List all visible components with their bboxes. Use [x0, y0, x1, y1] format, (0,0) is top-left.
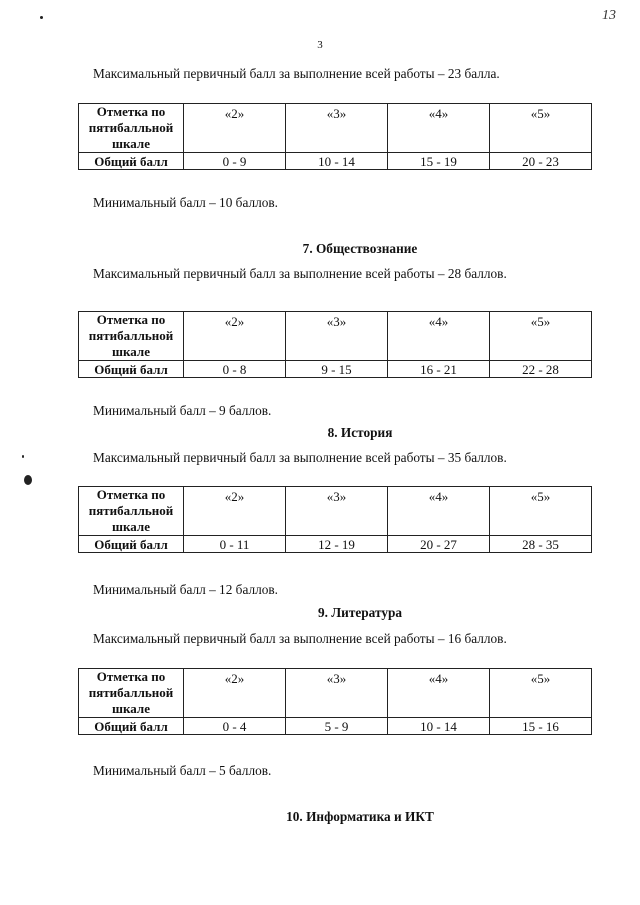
score-range-cell: 9 - 15 — [286, 361, 388, 378]
grade-table — [78, 486, 592, 553]
score-range-cell: 28 - 35 — [490, 536, 592, 553]
score-range-cell: 15 - 19 — [388, 153, 490, 170]
score-range-cell: 16 - 21 — [388, 361, 490, 378]
min-score-text: Минимальный балл – 5 баллов. — [93, 763, 272, 778]
section-heading: 8. История — [327, 425, 393, 440]
max-score-text: Максимальный первичный балл за выполнение всей работы – 23 балла. — [93, 66, 500, 81]
section-heading: 10. Информатика и ИКТ — [286, 809, 434, 824]
score-range-cell: 10 - 14 — [388, 718, 490, 735]
grade-table — [78, 103, 592, 170]
grade-cell: «4» — [388, 104, 490, 153]
total-score-label: Общий балл — [79, 153, 184, 170]
scan-speck — [24, 475, 32, 485]
score-range-cell: 12 - 19 — [286, 536, 388, 553]
grade-cell: «4» — [388, 312, 490, 361]
total-score-label: Общий балл — [79, 361, 184, 378]
grade-cell: «5» — [490, 104, 592, 153]
section-heading: 9. Литература — [317, 605, 403, 620]
score-range-cell: 22 - 28 — [490, 361, 592, 378]
score-range-cell: 20 - 27 — [388, 536, 490, 553]
score-range-cell: 0 - 4 — [184, 718, 286, 735]
page-number: 3 — [317, 39, 323, 51]
grade-scale-label: Отметка по пятибалльной шкале — [79, 104, 184, 153]
score-range-cell: 15 - 16 — [490, 718, 592, 735]
min-score-text: Минимальный балл – 9 баллов. — [93, 403, 272, 418]
grade-cell: «5» — [490, 312, 592, 361]
total-score-label: Общий балл — [79, 536, 184, 553]
grade-cell: «4» — [388, 487, 490, 536]
score-range-cell: 0 - 9 — [184, 153, 286, 170]
grade-cell: «2» — [184, 487, 286, 536]
grade-scale-label: Отметка по пятибалльной шкале — [79, 669, 184, 718]
grade-cell: «2» — [184, 312, 286, 361]
grade-table — [78, 311, 592, 378]
score-range-cell: 5 - 9 — [286, 718, 388, 735]
max-score-text: Максимальный первичный балл за выполнение всей работы – 16 баллов. — [93, 631, 507, 646]
max-score-text: Максимальный первичный балл за выполнение всей работы – 35 баллов. — [93, 450, 507, 465]
score-range-cell: 20 - 23 — [490, 153, 592, 170]
grade-cell: «3» — [286, 312, 388, 361]
grade-cell: «3» — [286, 487, 388, 536]
page-corner-mark: 13 — [602, 8, 616, 23]
scan-speck — [22, 455, 24, 458]
grade-cell: «2» — [184, 669, 286, 718]
grade-cell: «5» — [490, 669, 592, 718]
grade-cell: «2» — [184, 104, 286, 153]
total-score-label: Общий балл — [79, 718, 184, 735]
grade-scale-label: Отметка по пятибалльной шкале — [79, 487, 184, 536]
grade-cell: «4» — [388, 669, 490, 718]
grade-table — [78, 668, 592, 735]
grade-cell: «3» — [286, 669, 388, 718]
min-score-text: Минимальный балл – 10 баллов. — [93, 195, 278, 210]
min-score-text: Минимальный балл – 12 баллов. — [93, 582, 278, 597]
score-range-cell: 0 - 8 — [184, 361, 286, 378]
grade-scale-label: Отметка по пятибалльной шкале — [79, 312, 184, 361]
scan-speck — [40, 16, 43, 19]
score-range-cell: 0 - 11 — [184, 536, 286, 553]
score-range-cell: 10 - 14 — [286, 153, 388, 170]
grade-cell: «5» — [490, 487, 592, 536]
grade-cell: «3» — [286, 104, 388, 153]
section-heading: 7. Обществознание — [302, 241, 418, 256]
max-score-text: Максимальный первичный балл за выполнение всей работы – 28 баллов. — [93, 266, 507, 281]
